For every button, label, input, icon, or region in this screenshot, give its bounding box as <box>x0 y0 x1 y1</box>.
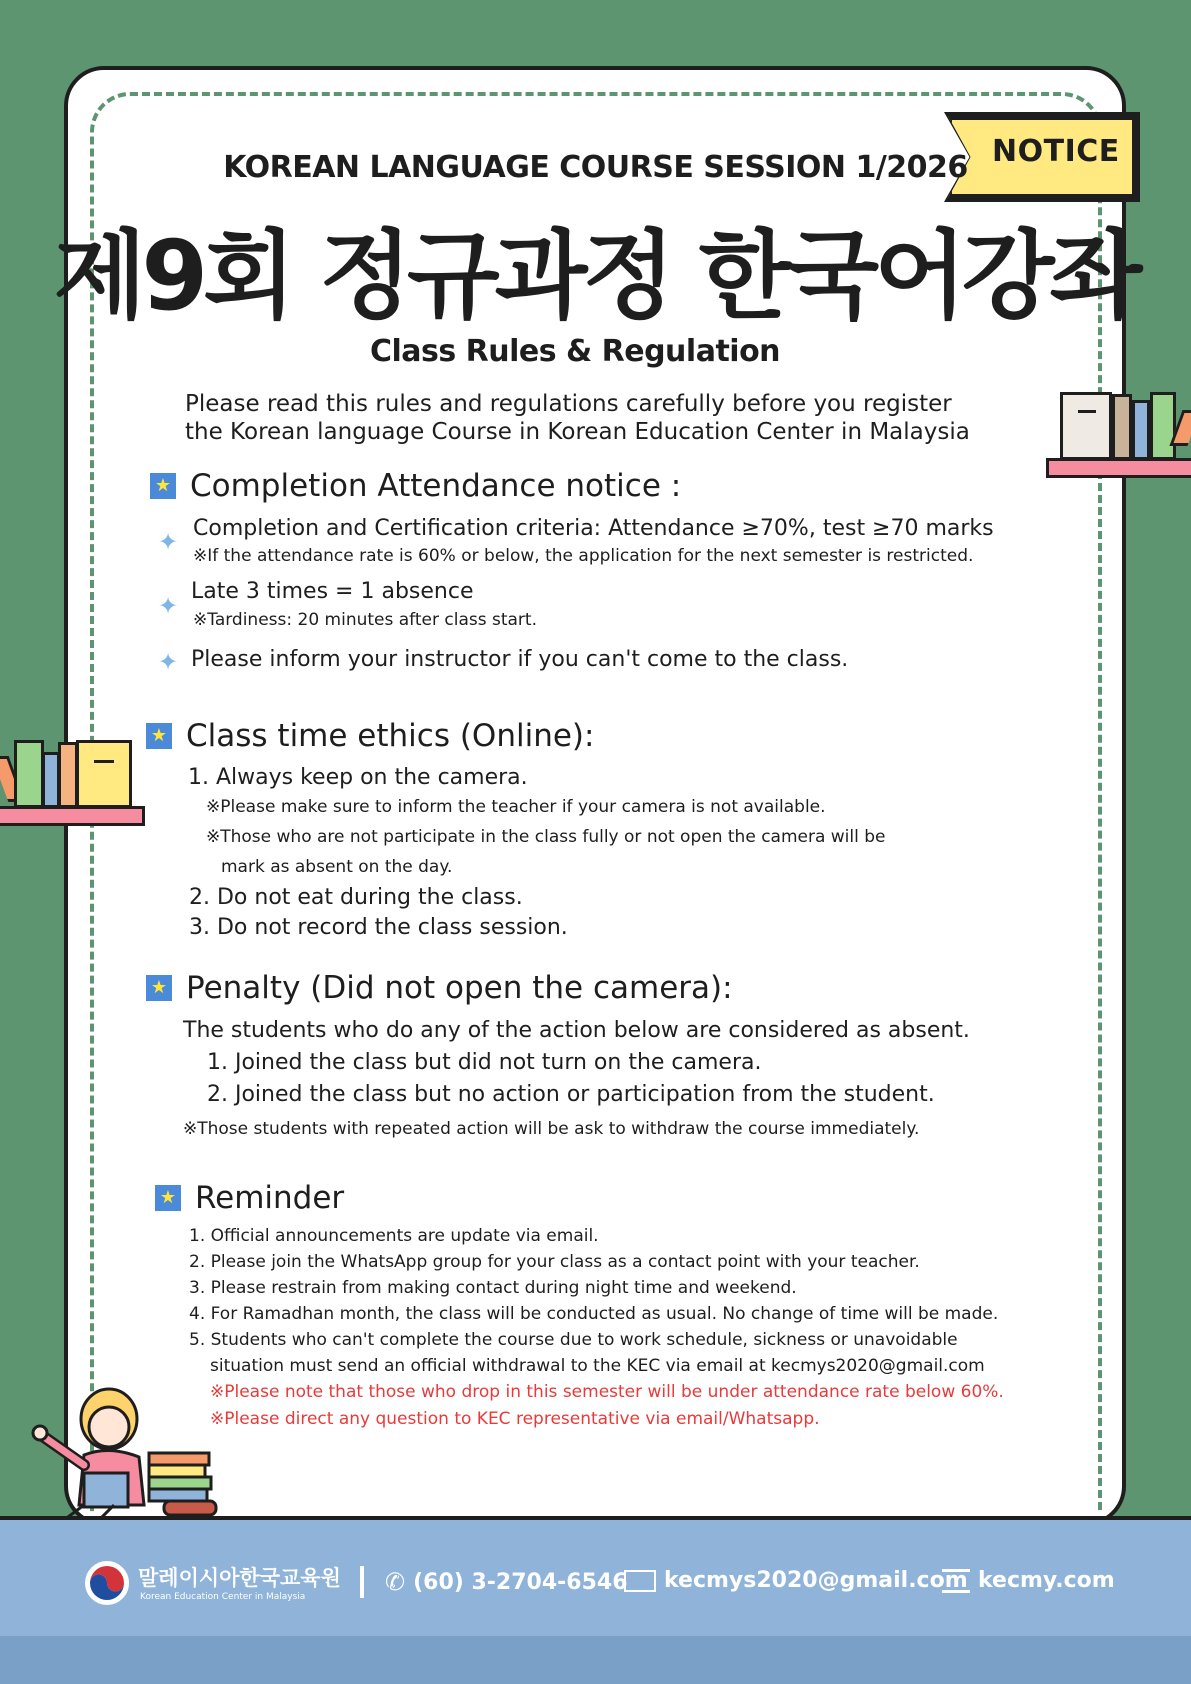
org-subtitle: Korean Education Center in Malaysia <box>140 1592 306 1602</box>
section-heading <box>146 718 594 754</box>
list-item: 1. Joined the class but did not turn on the camera. <box>207 1050 762 1075</box>
section-heading <box>155 1180 344 1216</box>
book-icon <box>14 740 44 808</box>
phone-icon: ✆ <box>385 1568 406 1596</box>
book-icon <box>1132 400 1150 460</box>
list-item: 2. Joined the class but no action or participation from the student. <box>207 1082 935 1107</box>
reminder-item: 1. Official announcements are update via email. <box>189 1226 599 1246</box>
phone-number: (60) 3-2704-6546 <box>413 1569 628 1595</box>
section-title: Completion Attendance notice : <box>190 468 682 504</box>
course-subtitle: KOREAN LANGUAGE COURSE SESSION 1/2026 <box>223 150 968 185</box>
list-item: 3. Do not record the class session. <box>189 915 568 940</box>
page-title: 제9회 정규과정 한국어강좌 <box>53 220 1138 332</box>
list-item: Late 3 times = 1 absence <box>191 579 474 604</box>
section-heading <box>150 468 681 504</box>
list-item: Please inform your instructor if you can't come to the class. <box>191 647 849 672</box>
section-title: Class time ethics (Online): <box>186 718 595 754</box>
bookshelf <box>0 806 145 826</box>
website-url: kecmy.com <box>978 1568 1115 1593</box>
section-title: Reminder <box>195 1180 345 1216</box>
reminder-warning: ※Please note that those who drop in this semester will be under attendance rate below 60%. <box>210 1382 1004 1402</box>
list-note: ※Those students with repeated action will be ask to withdraw the course immediately. <box>183 1119 920 1139</box>
notice-badge-label: NOTICE <box>992 134 1120 169</box>
book-icon <box>1150 392 1176 460</box>
book-icon <box>76 740 132 808</box>
list-item: 1. Always keep on the camera. <box>188 765 528 790</box>
list-note: ※Tardiness: 20 minutes after class start. <box>193 610 537 630</box>
bookshelf <box>1046 458 1191 478</box>
list-item: The students who do any of the action below are considered as absent. <box>183 1018 970 1043</box>
book-mark <box>94 760 114 763</box>
sparkle-icon: ✦ <box>158 528 179 556</box>
intro-line: the Korean language Course in Korean Education Center in Malaysia <box>185 419 970 445</box>
reminder-item: situation must send an official withdrawal to the KEC via email at kecmys2020@gmail.com <box>210 1356 985 1376</box>
book-icon <box>1112 394 1132 460</box>
section-heading <box>146 970 733 1006</box>
list-note: ※If the attendance rate is 60% or below, the application for the next semester is restricted. <box>193 546 974 566</box>
book-icon <box>1060 392 1112 460</box>
book-icon <box>58 742 78 808</box>
reminder-item: 3. Please restrain from making contact during night time and weekend. <box>189 1278 797 1298</box>
sparkle-icon: ✦ <box>158 592 179 620</box>
footer-website[interactable] <box>942 1568 1115 1593</box>
mail-icon <box>624 1570 656 1592</box>
intro-line: Please read this rules and regulations carefully before you register <box>185 391 952 417</box>
footer-strip <box>0 1636 1191 1684</box>
list-item: Completion and Certification criteria: Attendance ≥70%, test ≥70 marks <box>193 516 994 541</box>
footer-email[interactable] <box>624 1568 968 1593</box>
section-title: Penalty (Did not open the camera): <box>186 970 733 1006</box>
star-icon: ★ <box>146 975 172 1001</box>
email-address: kecmys2020@gmail.com <box>664 1568 968 1593</box>
sparkle-icon: ✦ <box>158 648 179 676</box>
list-item: 2. Do not eat during the class. <box>189 885 523 910</box>
reminder-item: 2. Please join the WhatsApp group for your class as a contact point with your teacher. <box>189 1252 920 1272</box>
star-icon: ★ <box>146 723 172 749</box>
rules-title: Class Rules & Regulation <box>369 334 781 369</box>
star-icon: ★ <box>150 473 176 499</box>
star-icon: ★ <box>155 1185 181 1211</box>
footer-divider <box>360 1566 364 1598</box>
list-note: ※Please make sure to inform the teacher if your camera is not available. <box>206 797 826 817</box>
kec-logo-icon <box>84 1560 130 1606</box>
list-note: ※Those who are not participate in the class fully or not open the camera will be <box>206 827 886 847</box>
footer-phone[interactable] <box>385 1568 628 1596</box>
book-mark <box>1078 410 1096 413</box>
reminder-item: 5. Students who can't complete the course due to work schedule, sickness or unavoidable <box>189 1330 958 1350</box>
intro-text <box>185 390 970 446</box>
reminder-item: 4. For Ramadhan month, the class will be conducted as usual. No change of time will be made. <box>189 1304 999 1324</box>
website-icon <box>942 1569 970 1593</box>
org-name: 말레이시아한국교육원 <box>138 1566 341 1590</box>
list-note: mark as absent on the day. <box>221 857 453 877</box>
reminder-warning: ※Please direct any question to KEC representative via email/Whatsapp. <box>210 1409 820 1429</box>
